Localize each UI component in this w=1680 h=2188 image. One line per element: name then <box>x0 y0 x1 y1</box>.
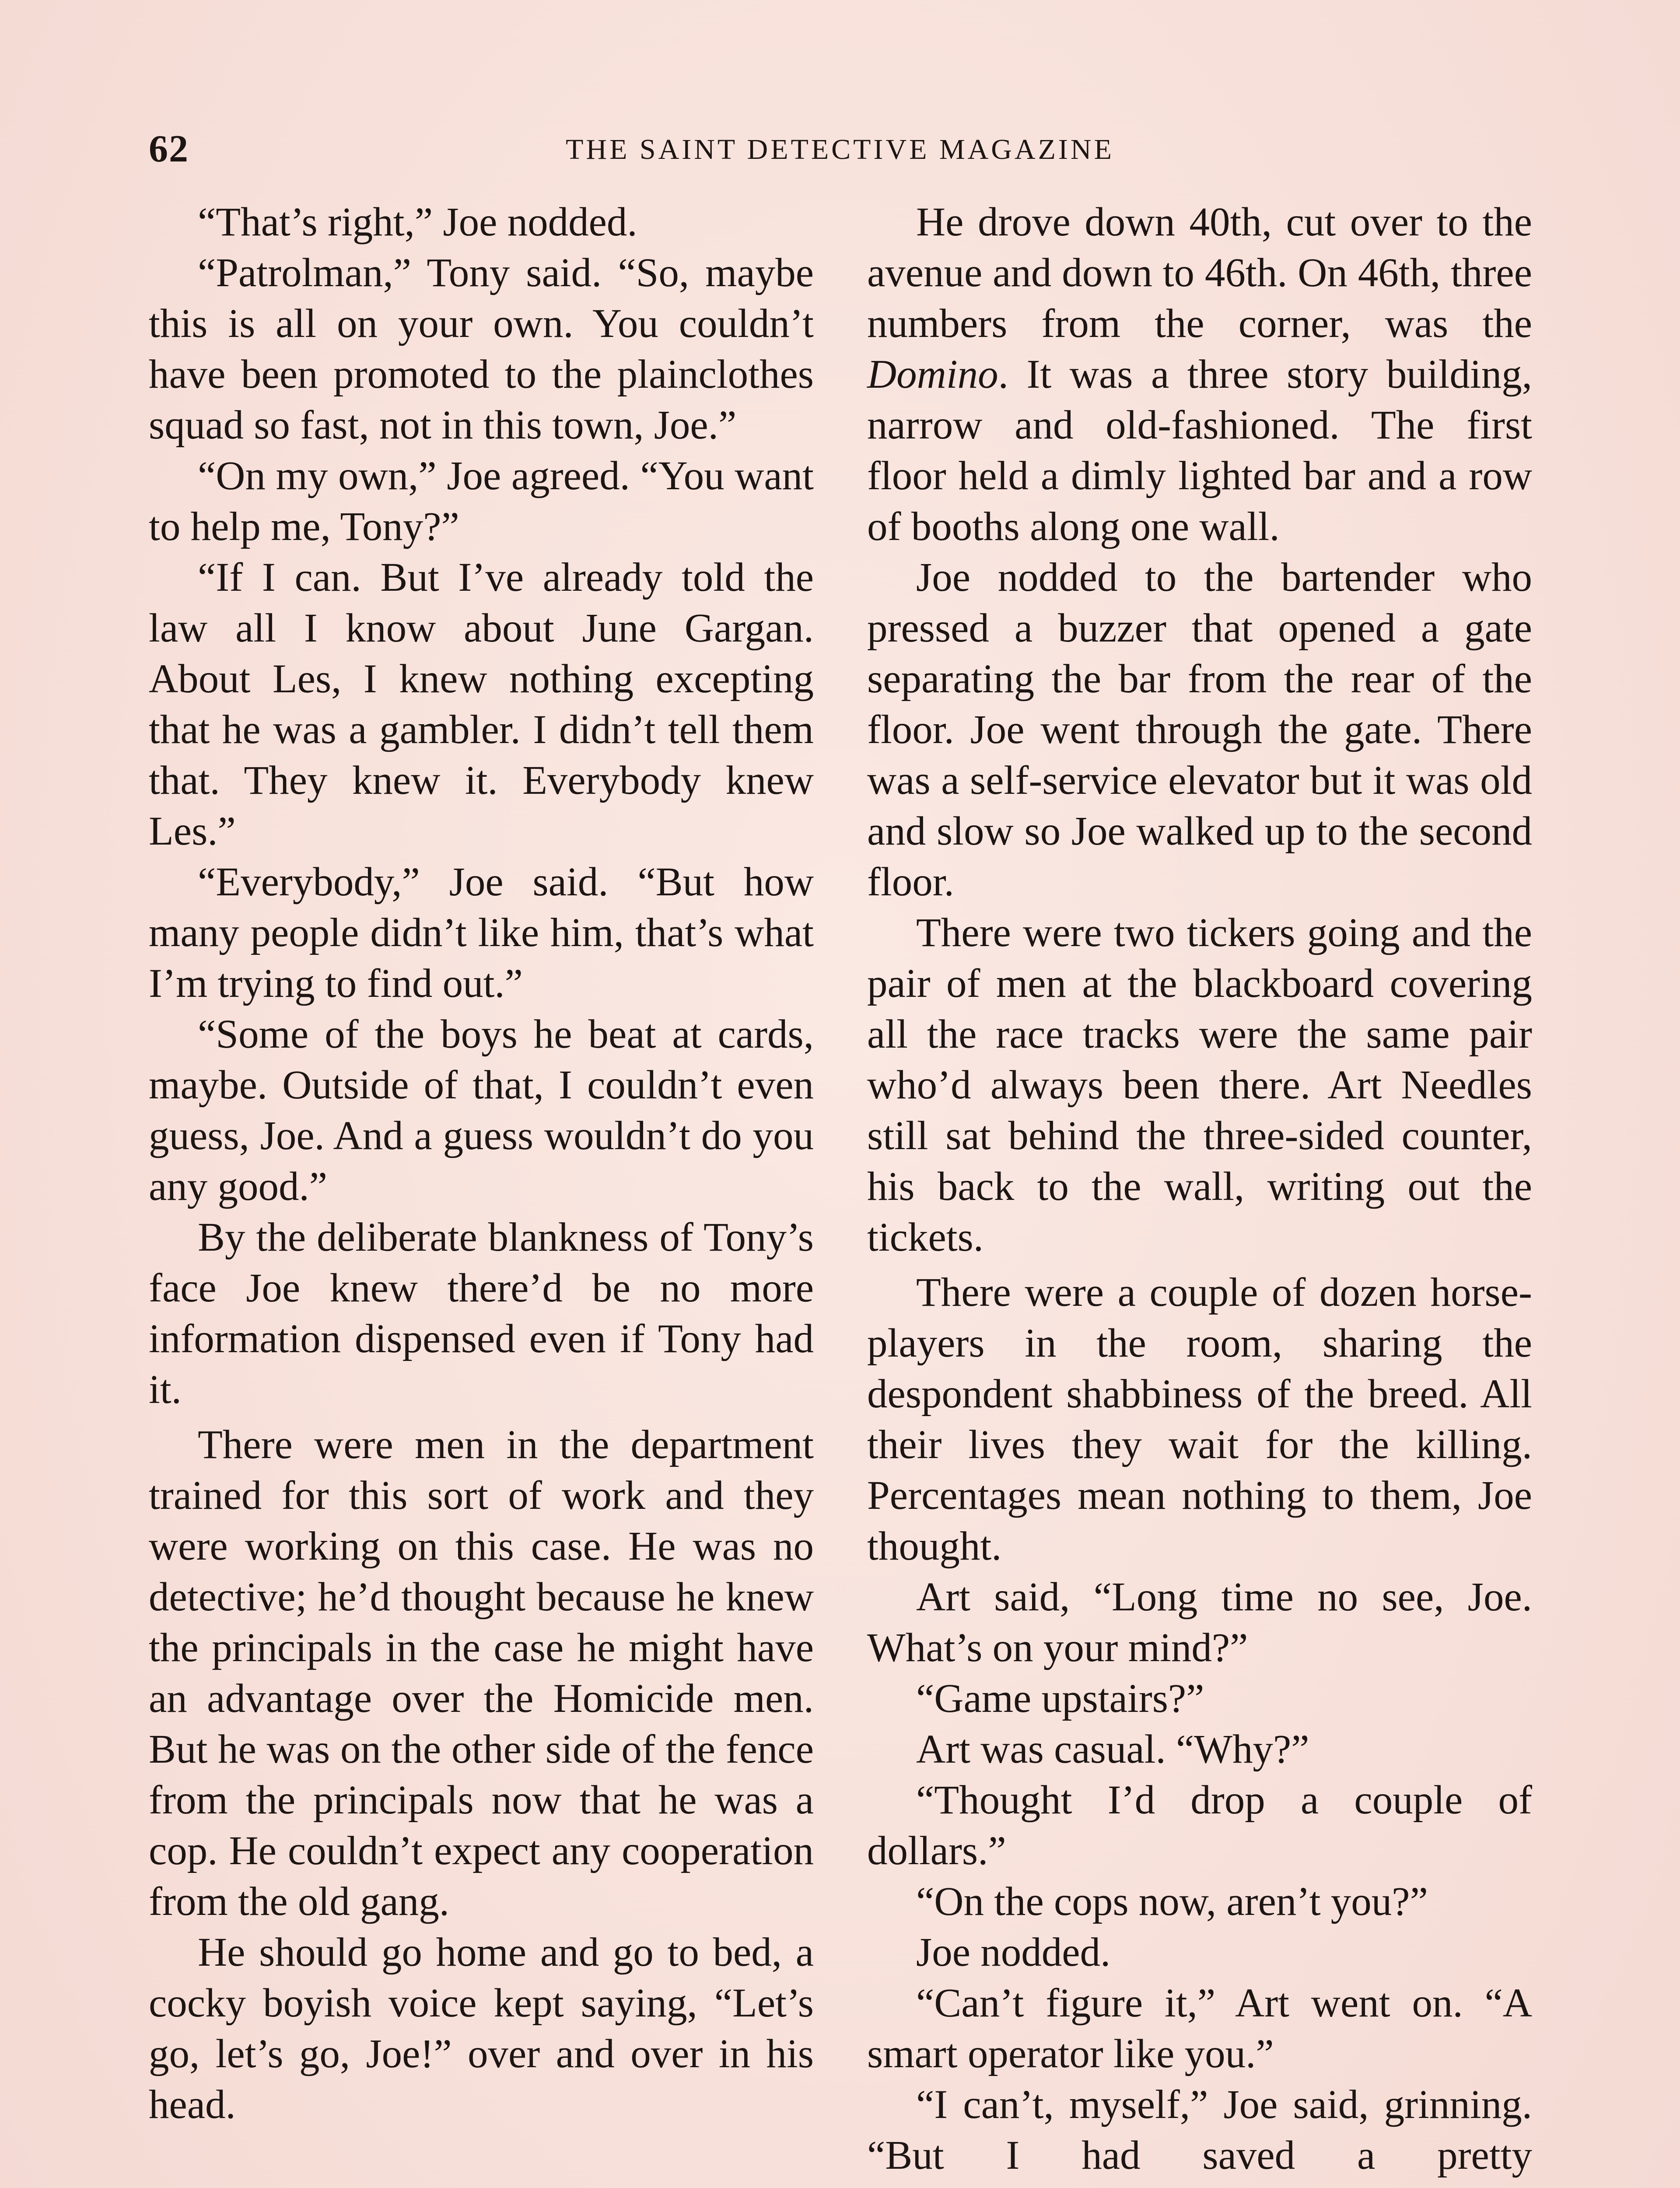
running-head: THE SAINT DETECTIVE MAGAZINE <box>566 133 1114 165</box>
paragraph: Art was casual. “Why?” <box>916 1727 1309 1772</box>
paragraph: Joe nodded. <box>916 1930 1111 1975</box>
paragraph: He should go home and go to bed, a cocky boyish voice kept saying, “Let’s go, let’s go, Joe!” over and over in his head. <box>149 1930 814 2127</box>
page-header <box>149 127 1531 179</box>
paragraph: “On the cops now, aren’t you?” <box>916 1879 1428 1924</box>
left-column <box>149 197 814 2130</box>
paragraph: There were a couple of dozen horse-players in the room, sharing the despondent shabbiness of the breed. All their lives they wait for the killing. Percentages mean nothing to them, Joe thought. <box>867 1270 1532 1569</box>
paragraph: “Game upstairs?” <box>916 1676 1204 1721</box>
paragraph: “If I can. But I’ve already told the law all I know about June Gargan. About Les, I knew nothing excepting that he was a gambler. I didn’t tell them that. They knew it. Everybody knew Les.” <box>149 555 814 854</box>
paragraph: “On my own,” Joe agreed. “You want to help me, Tony?” <box>149 453 814 549</box>
paragraph: “Patrolman,” Tony said. “So, maybe this is all on your own. You couldn’t have been promoted to the plainclothes squad so fast, not in this town, Joe.” <box>149 250 814 448</box>
paragraph: “Can’t figure it,” Art went on. “A smart operator like you.” <box>867 1981 1532 2076</box>
paragraph: “I can’t, myself,” Joe said, grinning. “But I had saved a pretty <box>867 2082 1532 2178</box>
paragraph: “That’s right,” Joe nodded. <box>198 200 637 245</box>
paragraph: “Thought I’d drop a couple of dollars.” <box>867 1778 1532 1873</box>
paragraph: There were men in the department trained for this sort of work and they were working on this case. He was no detective; he’d thought because he knew the principals in the case he might have an advantage over the Homicide men. But he was on the other side of the fence from the principals now that he was a cop. He couldn’t expect any cooperation from the old gang. <box>149 1422 814 1924</box>
paragraph: There were two tickers going and the pair of men at the blackboard covering all the race tracks were the same pair who’d always been there. Art Needles still sat behind the three-sided counter, his back to the wall, writing out the tickets. <box>867 910 1532 1260</box>
paragraph: Art said, “Long time no see, Joe. What’s on your mind?” <box>867 1574 1532 1670</box>
bar-name: Domino <box>867 352 998 397</box>
paragraph: By the deliberate blankness of Tony’s face Joe knew there’d be no more information dispensed even if Tony had it. <box>149 1215 814 1412</box>
paragraph: “Everybody,” Joe said. “But how many people didn’t like him, that’s what I’m trying to find out.” <box>149 859 814 1006</box>
right-column <box>867 197 1532 2181</box>
paragraph: “Some of the boys he beat at cards, maybe. Outside of that, I couldn’t even guess, Joe. And a guess wouldn’t do you any good.” <box>149 1012 814 1209</box>
paragraph: He drove down 40th, cut over to the avenue and down to 46th. On 46th, three numbers from the corner, was the Domino. It was a three story building, narrow and old-fashioned. The first floor held a dimly lighted bar and a row of booths along one wall. <box>867 200 1532 549</box>
page-number: 62 <box>149 128 189 170</box>
paragraph: Joe nodded to the bartender who pressed a buzzer that opened a gate separating the bar from the rear of the floor. Joe went through the gate. There was a self-service elevator but it was old and slow so Joe walked up to the second floor. <box>867 555 1532 905</box>
